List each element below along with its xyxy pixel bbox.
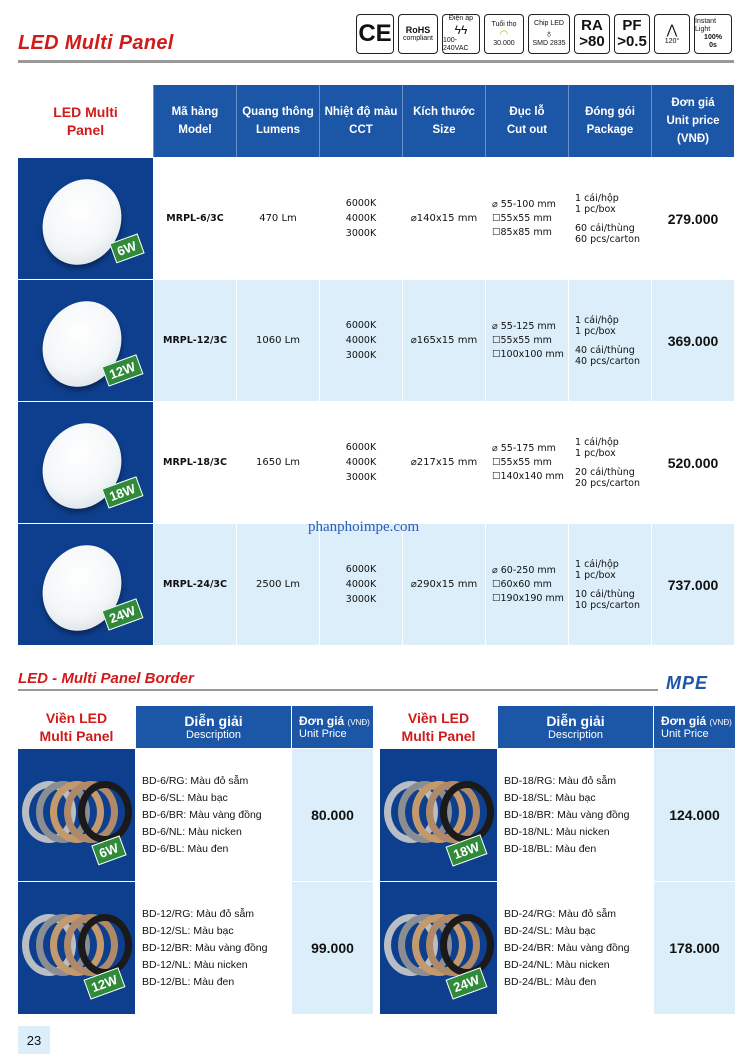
table-row — [18, 401, 734, 523]
lumens-cell: 470 Lm — [236, 158, 319, 279]
model-cell: MRPL-12/3C — [153, 280, 236, 401]
border-variant: BD-24/SL: Màu bạc — [504, 924, 596, 937]
cutout-cell — [485, 524, 568, 645]
pf-label: PF — [622, 17, 642, 34]
cct-value: 6000K — [345, 442, 377, 453]
border-image — [380, 749, 497, 881]
package-line: 20 cái/thùng — [575, 466, 635, 478]
package-cell — [568, 524, 651, 645]
package-line: 1 pc/box — [575, 447, 616, 459]
product-image — [18, 524, 153, 645]
wattage-badge: 12W — [84, 967, 126, 999]
package-line: 1 pc/box — [575, 325, 616, 337]
model-cell: MRPL-24/3C — [153, 524, 236, 645]
cct-value: 4000K — [345, 213, 377, 224]
instant-value-2: 0s — [709, 42, 717, 49]
gauge-icon: ◠ — [499, 28, 509, 40]
border-variant: BD-18/NL: Màu nicken — [504, 825, 610, 838]
led-panel-icon — [28, 287, 136, 400]
cct-value: 3000K — [345, 594, 377, 605]
border-image — [18, 882, 135, 1014]
wattage-badge: 18W — [446, 834, 488, 866]
bulb-icon: ♁ — [544, 28, 554, 40]
border-variant: BD-18/RG: Màu đỏ sẫm — [504, 774, 617, 787]
price-cell: 369.000 — [651, 280, 734, 401]
cutout-cell — [485, 158, 568, 279]
border-variant: BD-6/SL: Màu bạc — [142, 791, 228, 804]
border-price: 80.000 — [291, 749, 373, 881]
border-description — [135, 882, 291, 1014]
cutout-cell — [485, 280, 568, 401]
header-unit-price — [291, 706, 373, 748]
rohs-badge — [398, 14, 438, 54]
cct-cell — [319, 524, 402, 645]
package-line: 1 pc/box — [575, 203, 616, 215]
cutout-value: ⌀ 55-125 mm — [492, 320, 556, 332]
border-image — [18, 749, 135, 881]
header-cutout: Đục lỗ Cut out — [485, 85, 568, 157]
border-variant: BD-12/RG: Màu đỏ sẫm — [142, 907, 255, 920]
package-line: 60 pcs/carton — [575, 233, 641, 245]
certification-badges — [356, 14, 732, 54]
border-row — [380, 748, 735, 881]
voltage-badge — [442, 14, 480, 54]
border-description — [497, 749, 653, 881]
description-subtitle: Description — [547, 729, 604, 741]
led-panel-icon — [28, 531, 136, 644]
border-description — [497, 882, 653, 1014]
pf-badge — [614, 14, 650, 54]
size-cell: ⌀140x15 mm — [402, 158, 485, 279]
cutout-value: ☐140x140 mm — [492, 470, 564, 482]
border-table-left — [18, 706, 373, 1014]
price-title: Đơn giá — [299, 714, 345, 728]
instant-value-1: 100% — [704, 34, 722, 41]
lumens-cell: 1060 Lm — [236, 280, 319, 401]
model-cell: MRPL-6/3C — [153, 158, 236, 279]
size-cell: ⌀165x15 mm — [402, 280, 485, 401]
led-panel-icon — [28, 409, 136, 522]
cutout-value: ☐55x55 mm — [492, 212, 552, 224]
model-cell: MRPL-18/3C — [153, 402, 236, 523]
pf-value: >0.5 — [617, 33, 647, 50]
package-line: 1 cái/hộp — [575, 436, 619, 448]
border-variant: BD-12/BL: Màu đen — [142, 975, 235, 988]
border-variant: BD-24/BR: Màu vàng đồng — [504, 941, 630, 954]
section-divider — [18, 689, 658, 691]
cct-value: 6000K — [345, 564, 377, 575]
page-title: LED Multi Panel — [18, 32, 174, 54]
cutout-value: ☐55x55 mm — [492, 334, 552, 346]
ce-mark-icon: CE — [356, 14, 394, 54]
page-number: 23 — [18, 1026, 50, 1054]
price-subtitle: Unit Price — [299, 728, 347, 740]
header-description — [497, 706, 653, 748]
price-cell: 520.000 — [651, 402, 734, 523]
package-line: 1 cái/hộp — [575, 314, 619, 326]
border-price: 99.000 — [291, 882, 373, 1014]
cct-value: 3000K — [345, 228, 377, 239]
cutout-cell — [485, 402, 568, 523]
wattage-badge: 24W — [446, 967, 488, 999]
wattage-badge: 18W — [102, 476, 144, 508]
header-lumens: Quang thông Lumens — [236, 85, 319, 157]
cutout-value: ☐55x55 mm — [492, 456, 552, 468]
border-variant: BD-18/BR: Màu vàng đồng — [504, 808, 630, 821]
border-row — [380, 881, 735, 1014]
cct-value: 3000K — [345, 350, 377, 361]
ring-icon — [78, 781, 132, 843]
package-line: 1 cái/hộp — [575, 558, 619, 570]
cct-cell — [319, 158, 402, 279]
instant-light-badge — [694, 14, 732, 54]
border-variant: BD-6/RG: Màu đỏ sẫm — [142, 774, 249, 787]
led-multi-panel-table — [18, 85, 734, 645]
price-cell: 279.000 — [651, 158, 734, 279]
cct-value: 3000K — [345, 472, 377, 483]
border-corner-label: Viền LED Multi Panel — [39, 710, 114, 744]
table-row — [18, 157, 734, 279]
header-size: Kích thước Size — [402, 85, 485, 157]
cutout-value: ☐85x85 mm — [492, 226, 552, 238]
wattage-badge: 6W — [109, 234, 144, 264]
ra-badge — [574, 14, 610, 54]
border-variant: BD-24/RG: Màu đỏ sẫm — [504, 907, 617, 920]
border-row — [18, 748, 373, 881]
border-corner-label: Viền LED Multi Panel — [401, 710, 476, 744]
border-variant: BD-6/BL: Màu đen — [142, 842, 229, 855]
border-variant: BD-24/BL: Màu đen — [504, 975, 597, 988]
border-variant: BD-24/NL: Màu nicken — [504, 958, 610, 971]
header-price: Đơn giá Unit price (VNĐ) — [651, 85, 734, 157]
rohs-sub: compliant — [403, 35, 433, 42]
package-line: 10 cái/thùng — [575, 588, 635, 600]
border-variant: BD-12/NL: Màu nicken — [142, 958, 248, 971]
cct-cell — [319, 280, 402, 401]
price-title: Đơn giá — [661, 714, 707, 728]
size-cell: ⌀217x15 mm — [402, 402, 485, 523]
cutout-value: ⌀ 55-100 mm — [492, 198, 556, 210]
package-line: 1 pc/box — [575, 569, 616, 581]
product-image — [18, 158, 153, 279]
wattage-badge: 24W — [102, 598, 144, 630]
mpe-logo: MPE — [666, 673, 709, 693]
price-unit: (VNĐ) — [709, 718, 732, 727]
lifetime-badge — [484, 14, 524, 54]
border-image — [380, 882, 497, 1014]
border-variant: BD-12/SL: Màu bạc — [142, 924, 234, 937]
border-price: 124.000 — [653, 749, 735, 881]
rohs-label: RoHS — [405, 25, 431, 35]
border-table-header — [18, 706, 373, 748]
cutout-value: ☐100x100 mm — [492, 348, 564, 360]
beam-angle-badge — [654, 14, 690, 54]
package-cell — [568, 158, 651, 279]
border-variant: BD-6/BR: Màu vàng đồng — [142, 808, 262, 821]
package-line: 1 cái/hộp — [575, 192, 619, 204]
ra-label: RA — [581, 17, 603, 34]
cct-value: 4000K — [345, 579, 377, 590]
price-subtitle: Unit Price — [661, 728, 709, 740]
price-cell: 737.000 — [651, 524, 734, 645]
table-header — [18, 85, 734, 157]
chip-value: SMD 2835 — [532, 40, 566, 47]
lumens-cell: 1650 Lm — [236, 402, 319, 523]
voltage-label: Điện áp — [448, 15, 474, 22]
ring-icon — [78, 914, 132, 976]
cutout-value: ☐60x60 mm — [492, 578, 552, 590]
border-variant: BD-18/BL: Màu đen — [504, 842, 597, 855]
watermark-link[interactable]: phanphoimpe.com — [308, 519, 420, 535]
package-cell — [568, 280, 651, 401]
header-cct: Nhiệt độ màu CCT — [319, 85, 402, 157]
package-cell — [568, 402, 651, 523]
cct-cell — [319, 402, 402, 523]
beam-icon: ⋀ — [666, 22, 678, 37]
product-image — [18, 402, 153, 523]
table-corner-label: LED Multi Panel — [18, 85, 153, 157]
ra-value: >80 — [579, 33, 605, 50]
border-variant: BD-12/BR: Màu vàng đồng — [142, 941, 268, 954]
description-title: Diễn giải — [546, 713, 605, 729]
ring-icon — [440, 781, 494, 843]
wattage-badge: 6W — [91, 836, 126, 866]
header-description — [135, 706, 291, 748]
cct-value: 6000K — [345, 320, 377, 331]
header-package: Đóng gói Package — [568, 85, 651, 157]
cutout-value: ⌀ 55-175 mm — [492, 442, 556, 454]
ring-icon — [440, 914, 494, 976]
border-description — [135, 749, 291, 881]
instant-label: Instant Light — [695, 18, 717, 33]
cct-value: 6000K — [345, 198, 377, 209]
cct-value: 4000K — [345, 457, 377, 468]
chip-badge — [528, 14, 570, 54]
title-divider — [18, 60, 734, 63]
border-table-right — [380, 706, 735, 1014]
product-image — [18, 280, 153, 401]
size-cell: ⌀290x15 mm — [402, 524, 485, 645]
header-model: Mã hàng Model — [153, 85, 236, 157]
description-title: Diễn giải — [184, 713, 243, 729]
header-unit-price — [653, 706, 735, 748]
cct-value: 4000K — [345, 335, 377, 346]
package-line: 40 pcs/carton — [575, 355, 641, 367]
price-unit: (VNĐ) — [347, 718, 370, 727]
package-line: 40 cái/thùng — [575, 344, 635, 356]
lifetime-label: Tuổi thọ — [491, 20, 517, 28]
cutout-value: ☐190x190 mm — [492, 592, 564, 604]
voltage-value: 100-240VAC — [443, 37, 469, 52]
cutout-value: ⌀ 60-250 mm — [492, 564, 556, 576]
package-line: 20 pcs/carton — [575, 477, 641, 489]
angle-value: 120° — [664, 38, 680, 45]
border-price: 178.000 — [653, 882, 735, 1014]
table-row — [18, 279, 734, 401]
border-variant: BD-18/SL: Màu bạc — [504, 791, 596, 804]
border-row — [18, 881, 373, 1014]
lifetime-value: 30.000 — [493, 39, 515, 47]
chip-label: Chip LED — [534, 20, 564, 27]
table-row — [18, 523, 734, 645]
package-line: 10 pcs/carton — [575, 599, 641, 611]
package-line: 60 cái/thùng — [575, 222, 635, 234]
border-variant: BD-6/NL: Màu nicken — [142, 825, 242, 838]
lumens-cell: 2500 Lm — [236, 524, 319, 645]
border-section-title: LED - Multi Panel Border — [18, 670, 194, 687]
border-table-header — [380, 706, 735, 748]
wattage-badge: 12W — [102, 354, 144, 386]
description-subtitle: Description — [185, 729, 242, 741]
lightning-icon: ϟϟ — [454, 23, 468, 37]
